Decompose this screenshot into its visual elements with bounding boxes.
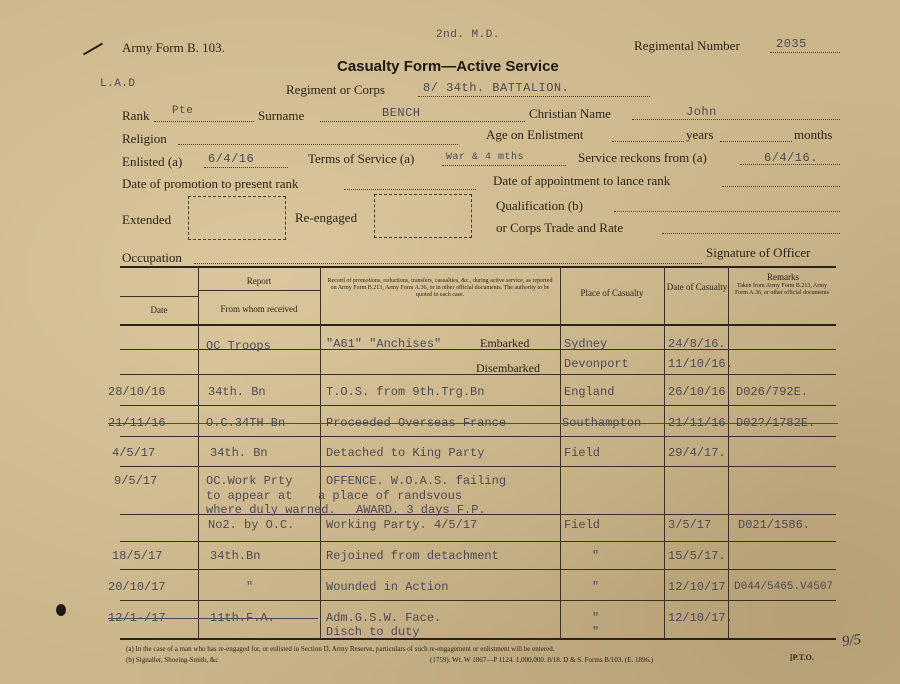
row-from: 34th.Bn [210,549,261,563]
date-header-rule-hidden [120,296,198,297]
row-record: Detached to King Party [326,446,485,460]
promotion-label: Date of promotion to present rank [122,176,299,191]
row-from: 34th. Bn [210,446,268,460]
row-remarks: D021/1586. [738,518,811,532]
row-rule [120,405,836,406]
occupation-line [194,263,702,264]
row-rule [120,541,836,542]
date-of-casualty-header: Date of Casualty [666,282,728,292]
row-place: " [592,611,600,625]
col-divider-4 [664,266,665,638]
row-remarks: D02?/1782E. [736,416,816,430]
qualification-label: Qualification (b) [496,198,583,213]
pen-mark [83,43,103,56]
row-record: AWARD. 3 days F.P. [356,503,486,517]
row-casualty-date: 24/8/16. [668,337,726,351]
row-rule [120,466,836,467]
row-rule [120,600,836,601]
from-whom-header: From whom received [220,304,298,314]
row-casualty-date: 26/10/16 [668,385,726,399]
report-header-rule [198,290,320,291]
enlisted-label: Enlisted (a) [122,154,183,169]
row-place: Field [564,446,601,460]
rank-value: Pte [172,105,194,117]
christian-name-label: Christian Name [529,106,611,121]
extended-label: Extended [122,212,172,227]
christian-name-value: John [686,105,717,119]
row-record: Wounded in Action [326,580,449,594]
surname-label: Surname [258,108,305,123]
place-of-casualty-header: Place of Casualty [580,288,644,298]
regimental-number-value: 2035 [776,37,807,51]
row-record: OFFENCE. W.O.A.S. failing [326,474,507,488]
row-from: OC.Work Prty [206,474,293,488]
footnote-a: (a) In the case of a man who has re-engaged for, or enlisted in Section D, Army Reserve, particulars of such re-engagement or enlistment will be entered. [126,645,555,653]
row-date: 20/10/17 [108,580,166,594]
row-place: " [592,580,600,594]
row-date: 28/10/16 [108,385,166,399]
row-from: No2. by O.C. [208,518,295,532]
terms-line [442,165,566,166]
age-months-line [720,141,792,142]
occupation-label: Occupation [122,250,182,265]
row-from: where duly warned. [206,503,336,517]
col-divider-5 [728,266,729,638]
record-header: Record of promotions, reductions, transfers, casualties, &c., during active service, as reported on Army Form B.213, Army Form A.36, or in other official documents. The authority to be quoted in each case. [327,278,553,298]
row-date: 9/5/17 [114,474,158,488]
age-years-line [612,141,684,142]
row-rule [120,436,836,437]
disembarked-label: Disembarked [476,361,540,375]
row-date: 4/5/17 [112,446,156,460]
form-title: Casualty Form—Active Service [337,58,559,75]
row-date: 12/1-/17 [108,611,166,625]
enlisted-line [204,167,288,168]
lance-rank-label: Date of appointment to lance rank [493,173,671,188]
row-record: Proceeded Overseas France [326,416,507,430]
row-from: 11th.F.A. [210,611,275,625]
regimental-number-label: Regimental Number [634,38,740,53]
army-form-number: Army Form B. 103. [122,40,225,55]
regimental-number-line [770,52,840,53]
re-engaged-box [374,194,472,238]
enlisted-value: 6/4/16 [208,152,255,166]
row-record: a place of randsvous [318,489,463,503]
remarks-subheader: Taken from Army Form B.213, Army Form A.36, or other official documents [734,283,830,296]
row-casualty-date: 15/5/17. [668,549,726,563]
row-place: Sydney [564,337,608,351]
handwritten-initials: 9/5 [840,631,863,651]
service-reckons-label: Service reckons from (a) [578,150,707,165]
row-rule [120,569,836,570]
row-date: 18/5/17 [112,549,163,563]
punch-hole-mark [56,604,66,616]
years-label: years [686,127,714,142]
strikethrough-line [108,618,318,619]
terms-value: War & 4 mths [446,152,525,163]
qualification-line [614,211,840,212]
row-date: 21/11/16 [108,416,166,430]
row-casualty-date: 12/10/17. [668,611,733,625]
row-place: " [592,549,600,563]
lad-stamp: L.A.D [100,78,136,90]
surname-line [320,121,525,122]
row-casualty-date: 21/11/16 [668,416,726,430]
row-casualty-date: 11/10/16. [668,357,733,371]
months-label: months [794,127,833,142]
signature-of-officer-label: Signature of Officer [706,245,811,260]
date-header: Date [150,305,168,315]
row-casualty-date: 29/4/17. [668,446,726,460]
row-place: Field [564,518,601,532]
row-from: to appear at [206,489,293,503]
remarks-header: Remarks [767,272,799,282]
row-casualty-date: 3/5/17 [668,518,712,532]
promotion-line [344,189,476,190]
pto-marker: [P.T.O. [790,653,814,662]
row-record: Working Party. 4/5/17 [326,518,478,532]
religion-line [178,144,458,145]
rank-line [154,121,254,122]
terms-label: Terms of Service (a) [308,151,415,166]
corps-trade-line [662,233,840,234]
row-place: " [592,625,600,639]
table-bottom-rule [120,638,836,640]
row-from: O.C.34TH Bn [206,416,286,430]
report-header: Report [246,276,272,286]
strikethrough-line [108,423,838,424]
regiment-value: 8/ 34th. BATTALION. [423,81,570,95]
printer-imprint: (1759). Wt. W 1867—P 1124. 1,000,000. 8/18. D & S. Forms B/103. (E. 1896.) [430,656,654,664]
row-casualty-date: 12/10/17 [668,580,726,594]
col-divider-3 [560,266,561,638]
row-from: 34th. Bn [208,385,266,399]
extended-box [188,196,286,240]
service-reckons-value: 6/4/16. [764,151,818,165]
row-from: OC Troops [206,339,271,353]
row-record: Disch to duty [326,625,420,639]
row-record: Adm.G.S.W. Face. [326,611,442,625]
regiment-label: Regiment or Corps [286,82,385,97]
col-divider-1 [198,266,199,638]
row-place: England [564,385,615,399]
row-place: Southampton [562,416,642,430]
row-from: " [246,580,254,594]
surname-value: BENCH [382,106,421,120]
col-divider-2 [320,266,321,638]
row-record: "A61" "Anchises" [326,337,442,351]
lance-rank-line [722,186,840,187]
christian-name-line [632,119,840,120]
regiment-line [418,96,650,97]
district-stamp: 2nd. M.D. [436,29,500,41]
row-place: Devonport [564,357,629,371]
row-record: T.O.S. from 9th.Trg.Bn [326,385,485,399]
re-engaged-label: Re-engaged [295,210,358,225]
rank-label: Rank [122,108,150,123]
corps-trade-label: or Corps Trade and Rate [496,220,624,235]
religion-label: Religion [122,131,167,146]
row-remarks: D026/792E. [736,385,809,399]
footnote-b: (b) Signaller, Shoeing-Smith, &c [126,656,219,664]
embarked-label: Embarked [480,336,530,350]
age-label: Age on Enlistment [486,127,584,142]
row-remarks: D044/5465.V4507 [734,581,834,593]
row-record: Rejoined from detachment [326,549,499,563]
